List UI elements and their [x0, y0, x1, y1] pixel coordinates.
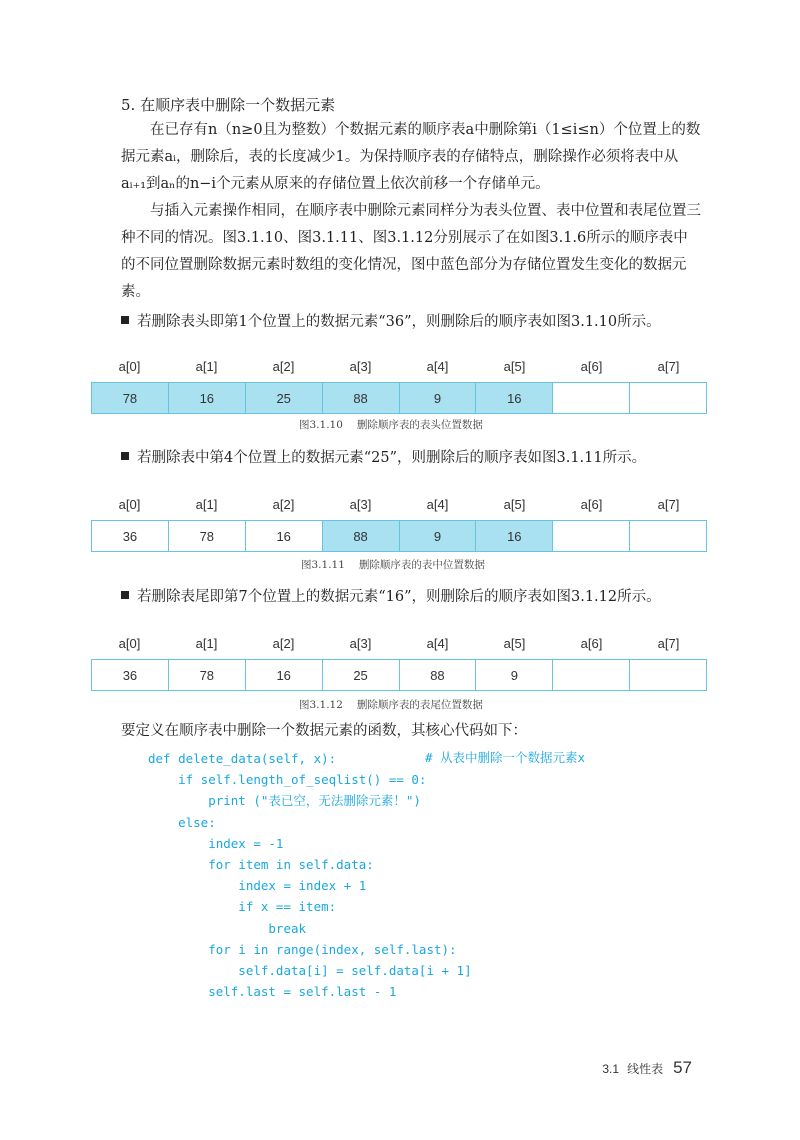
- array-cell: 16: [168, 383, 245, 413]
- code-comment: # 从表中删除一个数据元素x: [425, 750, 586, 765]
- array-cell: 9: [475, 660, 552, 690]
- code-line: index = -1: [148, 835, 284, 851]
- array-index-label: a[4]: [426, 636, 449, 651]
- array-index-label: a[4]: [426, 497, 449, 512]
- caption-number: 图3.1.11: [301, 559, 345, 571]
- index-row: [91, 359, 707, 379]
- code-intro: 要定义在顺序表中删除一个数据元素的函数，其核心代码如下：: [121, 723, 527, 739]
- array-index-label: a[2]: [272, 359, 295, 374]
- array-index-label: a[1]: [195, 359, 218, 374]
- array-index-label: a[4]: [426, 359, 449, 374]
- code-line: index = index + 1: [148, 878, 367, 894]
- array-cell: 88: [322, 383, 399, 413]
- array-index-label: a[7]: [657, 359, 680, 374]
- array-cell: 9: [399, 383, 476, 413]
- section-title: 5. 在顺序表中删除一个数据元素: [121, 96, 336, 114]
- bullet-item: [121, 446, 646, 467]
- array-index-label: a[0]: [118, 497, 141, 512]
- array-cell: 16: [245, 660, 322, 690]
- code-line: break: [148, 920, 307, 936]
- array-cell: [629, 660, 706, 690]
- array-figure: [91, 636, 707, 691]
- code-line: def delete_data(self, x):: [148, 751, 337, 766]
- array-cell: 25: [322, 660, 399, 690]
- page-footer: [602, 1058, 692, 1078]
- index-row: [91, 636, 707, 656]
- array-figure: [91, 497, 707, 552]
- array-index-label: a[3]: [349, 359, 372, 374]
- array-index-label: a[6]: [580, 636, 603, 651]
- array-cell: 36: [122, 667, 138, 683]
- array-index-label: a[3]: [349, 636, 372, 651]
- array-index-label: a[3]: [349, 497, 372, 512]
- array-cell: 78: [168, 521, 245, 551]
- caption-text: 删除顺序表的表尾位置数据: [356, 699, 483, 711]
- code-line: self.data[i] = self.data[i + 1]: [148, 962, 472, 978]
- array-index-label: a[5]: [503, 497, 526, 512]
- code-line: for i in range(index, self.last):: [148, 941, 457, 957]
- array-cell: [629, 521, 706, 551]
- caption-text: 删除顺序表的表中位置数据: [358, 559, 485, 571]
- array-cell: 16: [475, 383, 552, 413]
- array-cell: 36: [122, 528, 138, 544]
- array-index-label: a[6]: [580, 359, 603, 374]
- caption-number: 图3.1.12: [299, 699, 343, 711]
- array-index-label: a[5]: [503, 359, 526, 374]
- array-index-label: a[1]: [195, 497, 218, 512]
- bullet-square-icon: [121, 452, 129, 460]
- cell-row: [91, 520, 707, 552]
- caption-text: 删除顺序表的表头位置数据: [356, 419, 483, 431]
- array-cell: 16: [475, 521, 552, 551]
- array-index-label: a[0]: [118, 636, 141, 651]
- caption-number: 图3.1.10: [299, 419, 343, 431]
- array-cell: 88: [399, 660, 476, 690]
- array-cell: 9: [399, 521, 476, 551]
- array-cell: 78: [168, 660, 245, 690]
- code-line: for item in self.data:: [148, 856, 374, 872]
- bullet-item: [121, 585, 661, 606]
- bullet-square-icon: [121, 316, 129, 324]
- index-row: [91, 497, 707, 517]
- array-cell: [629, 383, 706, 413]
- code-line: print ("表已空，无法删除元素！"): [148, 793, 421, 809]
- footer-section: 3.1: [602, 1062, 620, 1076]
- array-index-label: a[7]: [657, 497, 680, 512]
- bullet-text: 若删除表尾即第7个位置上的数据元素“16”，则删除后的顺序表如图3.1.12所示。: [137, 589, 661, 605]
- array-cell: [552, 660, 629, 690]
- bullet-text: 若删除表中第4个位置上的数据元素“25”，则删除后的顺序表如图3.1.11所示。: [137, 450, 647, 466]
- bullet-text: 若删除表头即第1个位置上的数据元素“36”，则删除后的顺序表如图3.1.10所示。: [137, 314, 661, 330]
- figure-caption: [299, 697, 483, 712]
- array-index-label: a[0]: [118, 359, 141, 374]
- array-cell: 16: [245, 521, 322, 551]
- array-index-label: a[6]: [580, 497, 603, 512]
- array-index-label: a[5]: [503, 636, 526, 651]
- figure-caption: [301, 557, 485, 572]
- paragraph-1: 在已存有n（n≥0且为整数）个数据元素的顺序表a中删除第i（1≤i≤n）个位置上的数据元素aᵢ，删除后，表的长度减少1。为保持顺序表的存储特点，删除操作必须将表中从aᵢ₊₁到aₙ的n−i个元素从原来的存储位置上依次前移一个存储单元。: [121, 122, 701, 192]
- array-figure: [91, 359, 707, 414]
- cell-row: [91, 659, 707, 691]
- bullet-square-icon: [121, 591, 129, 599]
- page-number: 57: [673, 1058, 692, 1077]
- cell-row: [91, 382, 707, 414]
- paragraph-2: 与插入元素操作相同，在顺序表中删除元素同样分为表头位置、表中位置和表尾位置三种不同的情况。图3.1.10、图3.1.11、图3.1.12分别展示了在如图3.1.6所示的顺序表中的不同位置删除数据元素时数组的变化情况，图中蓝色部分为存储位置发生变化的数据元素。: [121, 203, 701, 300]
- code-line: if self.length_of_seqlist() == 0:: [148, 772, 427, 788]
- array-index-label: a[2]: [272, 497, 295, 512]
- array-cell: [552, 383, 629, 413]
- array-index-label: a[1]: [195, 636, 218, 651]
- code-line: if x == item:: [148, 899, 337, 915]
- array-index-label: a[7]: [657, 636, 680, 651]
- figure-caption: [299, 417, 483, 432]
- footer-chapter-name: 线性表: [627, 1062, 664, 1076]
- code-block: [148, 748, 472, 1002]
- code-line: else:: [148, 814, 216, 830]
- array-cell: 78: [92, 383, 168, 413]
- code-line: self.last = self.last - 1: [148, 984, 397, 1000]
- array-cell: 88: [322, 521, 399, 551]
- array-cell: 25: [245, 383, 322, 413]
- array-cell: [552, 521, 629, 551]
- array-index-label: a[2]: [272, 636, 295, 651]
- bullet-item: [121, 310, 661, 331]
